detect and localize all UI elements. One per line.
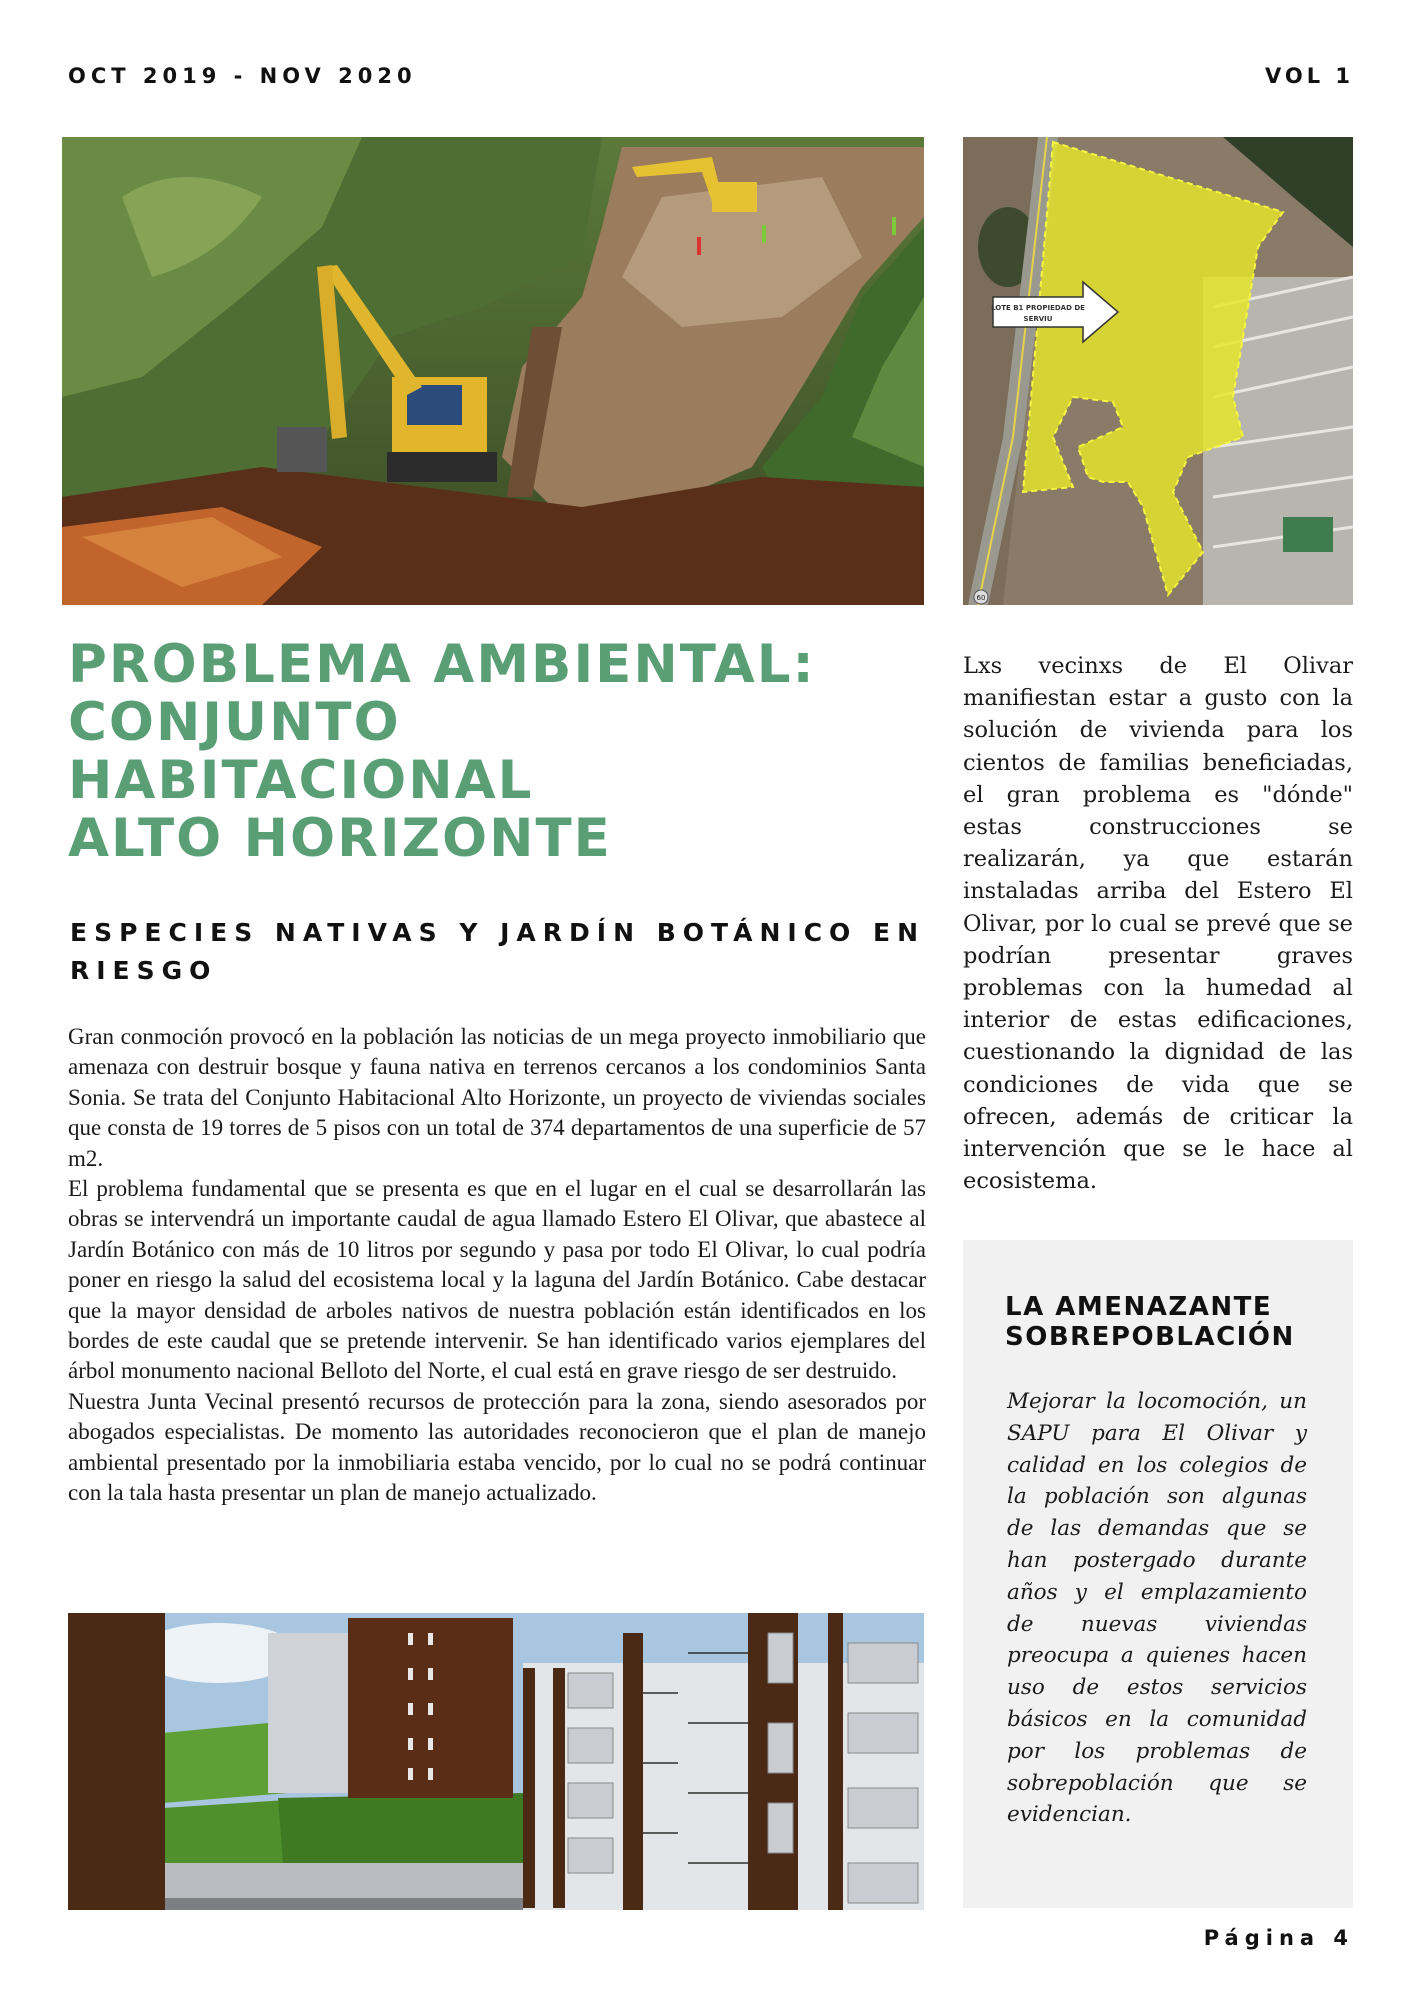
buildings-render-image	[68, 1613, 924, 1910]
article-title-line: ALTO HORIZONTE	[68, 808, 612, 869]
svg-text:SERVIU: SERVIU	[1023, 315, 1053, 323]
article-body	[68, 1022, 926, 1509]
article-paragraph: Nuestra Junta Vecinal presentó recursos de protección para la zona, siendo asesorados por abogados especialistas. De momento las autoridades reconocieron que el plan de manejo ambiental presentado por la inmobiliaria estaba vencido, por lo cual no se podrá continuar con la tala hasta presentar un plan de manejo actualizado.	[68, 1388, 926, 1506]
sidebar-callout	[963, 1240, 1353, 1908]
sidebar-title	[1005, 1292, 1335, 1352]
site-map-image	[963, 137, 1353, 605]
excavator-photo-image	[62, 137, 924, 605]
article-title	[68, 636, 928, 868]
svg-text:60: 60	[976, 594, 986, 602]
site-map-photo	[963, 137, 1353, 605]
page-number: Página 4	[1203, 1926, 1354, 1950]
article-title-line: PROBLEMA AMBIENTAL:	[68, 634, 816, 695]
buildings-render-photo	[68, 1613, 924, 1910]
sidebar-title-line: SOBREPOBLACIÓN	[1005, 1322, 1295, 1352]
article-paragraph: Gran conmoción provocó en la población las noticias de un mega proyecto inmobiliario que amenaza con destruir bosque y fauna nativa en terrenos cercanos a los condominios Santa Sonia. Se trata del Conjunto Habitacional Alto Horizonte, un proyecto de viviendas sociales que consta de 19 torres de 5 pisos con un total de 374 departamentos de una superficie de 57 m2.	[68, 1024, 926, 1171]
article-paragraph: El problema fundamental que se presenta es que en el lugar en el cual se desarrollarán las obras se intervendrá un importante caudal de agua llamado Estero El Olivar, que abastece al Jardín Botánico con más de 10 litros por segundo y pasa por todo El Olivar, lo cual podría poner en riesgo la salud del ecosistema local y la laguna del Jardín Botánico. Cabe destacar que la mayor densidad de arboles nativos de nuestra población están identificados en los bordes de este caudal que se pretende intervenir. Se han identificado varios ejemplares del árbol monumento nacional Belloto del Norte, el cual está en grave riesgo de ser destruido.	[68, 1176, 926, 1384]
issue-date-range: OCT 2019 - NOV 2020	[68, 64, 417, 88]
svg-text:LOTE B1 PROPIEDAD DE: LOTE B1 PROPIEDAD DE	[991, 304, 1085, 312]
excavator-photo	[62, 137, 924, 605]
article-title-line: CONJUNTO	[68, 692, 401, 753]
right-column-text: Lxs vecinxs de El Olivar manifiestan estar a gusto con la solución de vivienda para los cientos de familias beneficiadas, el gran problema es "dónde" estas construcciones se realizarán, ya que estarán instaladas arriba del Estero El Olivar, por lo cual se prevé que se podrían presentar graves problemas con la humedad al interior de estas edificaciones, cuestionando la dignidad de las condiciones de vida que se ofrecen, además de criticar la intervención que se le hace al ecosistema.	[963, 653, 1353, 1195]
article-subtitle: ESPECIES NATIVAS Y JARDÍN BOTÁNICO EN RIESGO	[70, 918, 925, 985]
article-title-line: HABITACIONAL	[68, 750, 534, 811]
sidebar-title-line: LA AMENAZANTE	[1005, 1292, 1273, 1322]
sidebar-text: Mejorar la locomoción, un SAPU para El Olivar y calidad en los colegios de la población son algunas de las demandas que se han postergado durante años y el emplazamiento de nuevas viviendas preocupa a quienes hacen uso de estos servicios básicos en la comunidad por los problemas de sobrepoblación que se evidencian.	[1007, 1389, 1307, 1828]
issue-volume: VOL 1	[1264, 64, 1354, 88]
